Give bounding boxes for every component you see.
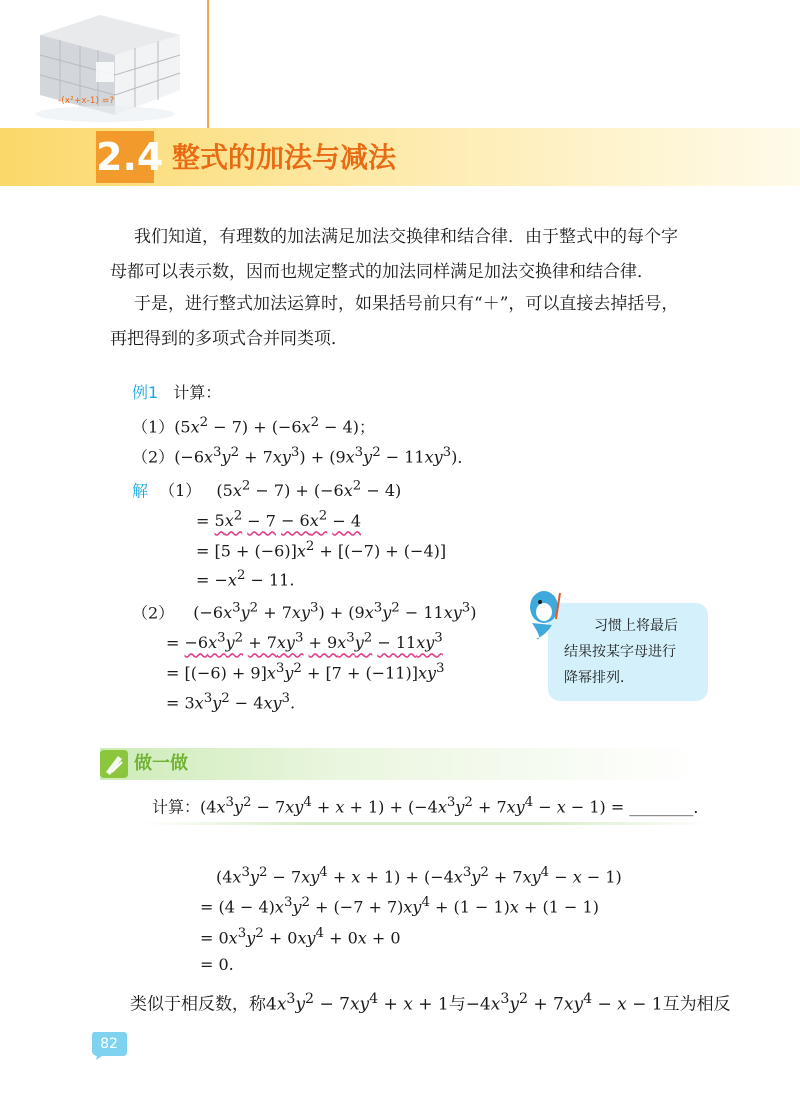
tip-line: 习惯上将最后 <box>594 618 678 634</box>
intro-line: 于是，进行整式加法运算时，如果括号前只有“＋”，可以直接去掉括号， <box>134 294 679 314</box>
practice-title: 做一做 <box>134 753 188 774</box>
closing-text: 互为相反 <box>662 994 731 1015</box>
intro-line: 我们知道，有理数的加法满足加法交换律和结合律．由于整式中的每个字 <box>134 227 678 247</box>
example-heading <box>132 380 221 406</box>
solution-number: （1） <box>159 481 202 501</box>
solution-2-step: = $3x^3y^2 - 4xy^3$. <box>166 691 296 713</box>
header-rule <box>207 0 209 132</box>
closing-sentence: 类似于相反数，称$4x^3y^2 - 7xy^4 + x + 1$与$-4x^3y^2 + 7xy^4 - x - 1$互为相反 <box>130 991 731 1015</box>
tip-line: 降幂排列． <box>564 670 634 686</box>
intro-line: 再把得到的多项式合并同类项． <box>110 329 348 349</box>
solution-2-step: = $-6x^3y^2 + 7xy^3 + 9x^3y^2 - 11xy^3$ <box>166 631 443 653</box>
solution-1-step: = $-x^2 - 11$. <box>196 568 295 590</box>
intro-paragraph-1 <box>110 220 710 290</box>
section-number: 2.4 <box>96 135 164 179</box>
closing-text: 类似于相反数，称 <box>130 994 266 1015</box>
practice-tail: ． <box>693 797 710 817</box>
solution-1-step: = $[5 + (-6)]x^2 + [(-7) + (-4)]$ <box>196 539 447 561</box>
section-title: 整式的加法与减法 <box>172 141 397 174</box>
pencil-icon <box>100 750 128 778</box>
solution-1-start: 解 （1） $(5x^2 - 7) + (-6x^2 - 4)$ <box>132 479 402 501</box>
practice-step: = 0. <box>200 955 234 974</box>
example-task: 计算： <box>173 383 222 402</box>
closing-text: 与 <box>448 994 466 1015</box>
practice-question: 计算：$(4x^3y^2 - 7xy^4 + x + 1) + (-4x^3y^2 + 7xy^4 - x - 1)$ = ________． <box>152 795 710 817</box>
solution-2-step: = $[(-6) + 9]x^3y^2 + [7 + (-11)]xy^3$ <box>166 661 445 683</box>
solution-2-start: （2） $(-6x^3y^2 + 7xy^3) + (9x^3y^2 - 11xy^3)$ <box>132 601 477 623</box>
question-number: （1） <box>132 417 175 437</box>
solution-label: 解 <box>132 481 149 501</box>
solution-number: （2） <box>132 603 175 623</box>
illustration-formula: -(x²+x-1) =? <box>58 96 115 106</box>
intro-line: 母都可以表示数，因而也规定整式的加法同样满足加法交换律和结合律． <box>110 262 654 282</box>
practice-prefix: 计算： <box>152 797 201 817</box>
practice-step: = $0x^3y^2 + 0xy^4 + 0x + 0$ <box>200 926 401 948</box>
question-2: $(2)(-6x^3y^2 + 7xy^3) + (9x^3y^2 - 11xy^3)$． <box>132 445 474 467</box>
practice-step: = $(4 - 4)x^3y^2 + (-7 + 7)xy^4 + (1 - 1)x + (1 - 1)$ <box>200 895 599 917</box>
page-number: 82 <box>100 1036 118 1052</box>
example-label: 例1 <box>132 383 159 402</box>
tip-note <box>548 603 708 701</box>
tip-line: 结果按某字母进行 <box>564 644 676 660</box>
practice-bar <box>100 748 700 780</box>
intro-paragraph-2 <box>110 287 710 357</box>
question-number: （2） <box>132 447 175 467</box>
answer-blank[interactable]: ________ <box>629 797 694 817</box>
dolphin-mascot-icon <box>522 585 572 641</box>
solution-1-step: = $5x^2 - 7 - 6x^2 - 4$ <box>196 509 362 531</box>
practice-step: $(4x^3y^2 - 7xy^4 + x + 1) + (-4x^3y^2 + 7xy^4 - x - 1)$ <box>216 865 622 887</box>
practice-divider <box>140 822 710 825</box>
question-1: $(1)(5x^2 - 7) + (-6x^2 - 4)$； <box>132 415 376 437</box>
